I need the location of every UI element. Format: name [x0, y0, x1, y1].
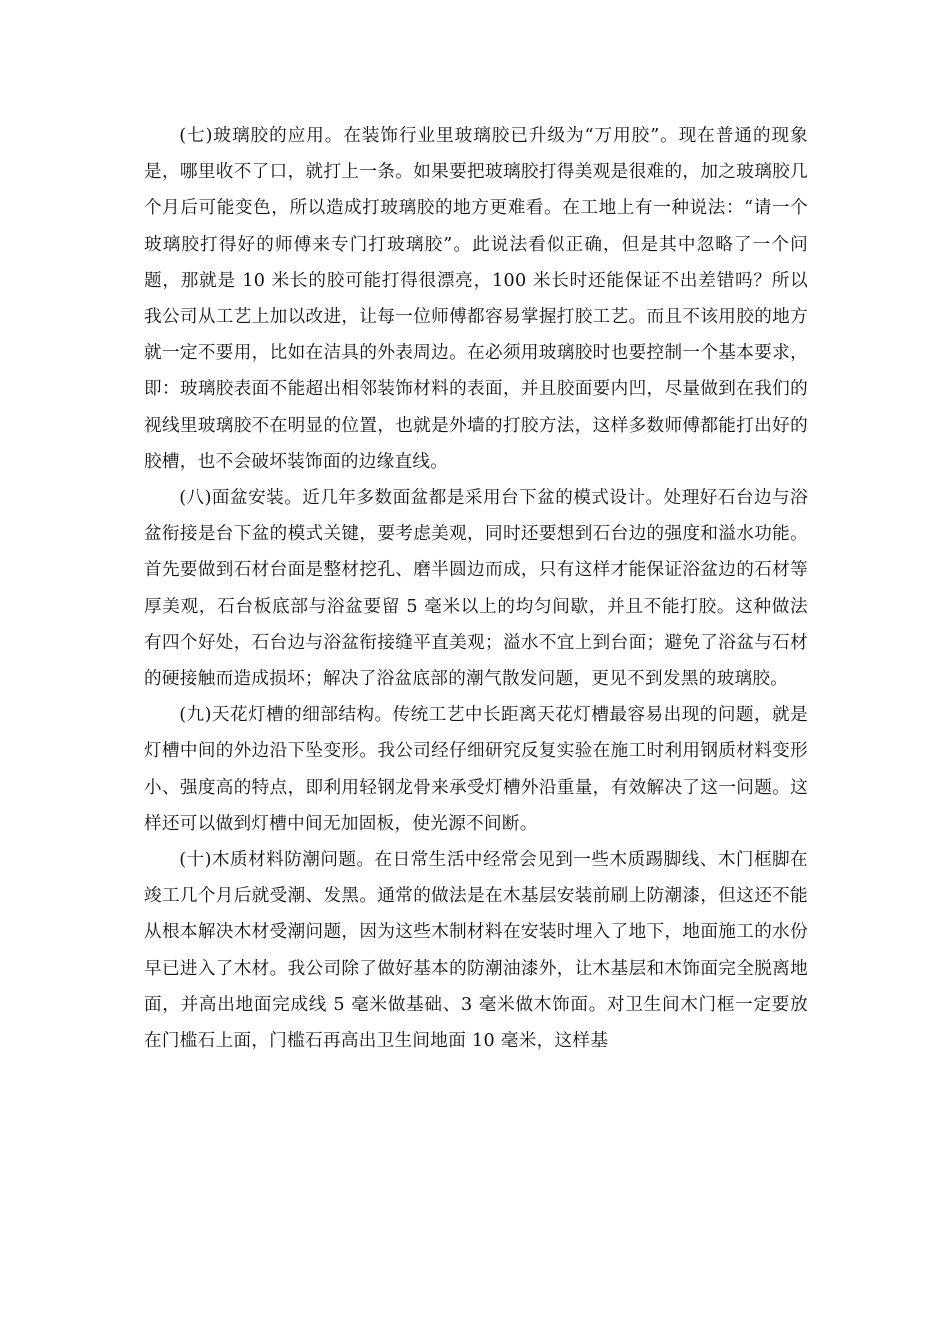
document-body [144, 118, 808, 1059]
paragraph-glass-glue: (七)玻璃胶的应用。在装饰行业里玻璃胶已升级为“万用胶”。现在普通的现象是，哪里收不了口，就打上一条。如果要把玻璃胶打得美观是很难的，加之玻璃胶几个月后可能变色，所以造成打玻璃胶的地方更难看。在工地上有一种说法：“请一个玻璃胶打得好的师傅来专门打玻璃胶”。此说法看似正确，但是其中忽略了一个问题，那就是 10 米长的胶可能打得很漂亮，100 米长时还能保证不出差错吗？所以我公司从工艺上加以改进，让每一位师傅都容易掌握打胶工艺。而且不该用胶的地方就一定不要用，比如在洁具的外表周边。在必须用玻璃胶时也要控制一个基本要求，即：玻璃胶表面不能超出相邻装饰材料的表面，并且胶面要内凹，尽量做到在我们的视线里玻璃胶不在明显的位置，也就是外墙的打胶方法，这样多数师傅都能打出好的胶槽，也不会破坏装饰面的边缘直线。 [144, 126, 808, 472]
paragraph-wood-moisture-proofing: (十)木质材料防潮问题。在日常生活中经常会见到一些木质踢脚线、木门框脚在竣工几个月后就受潮、发黑。通常的做法是在木基层安装前刷上防潮漆，但这还不能从根本解决木材受潮问题，因为这些木制材料在安装时埋入了地下，地面施工的水份早已进入了木材。我公司除了做好基本的防潮油漆外，让木基层和木饰面完全脱离地面，并高出地面完成线 5 毫米做基础、3 毫米做木饰面。对卫生间木门框一定要放在门槛石上面，门槛石再高出卫生间地面 10 毫米，这样基 [144, 850, 808, 1052]
paragraph-basin-installation: (八)面盆安装。近几年多数面盆都是采用台下盆的模式设计。处理好石台边与浴盆衔接是台下盆的模式关键，要考虑美观，同时还要想到石台边的强度和溢水功能。首先要做到石材台面是整材挖孔、磨半圆边而成，只有这样才能保证浴盆边的石材等厚美观，石台板底部与浴盆要留 5 毫米以上的均匀间歇，并且不能打胶。这种做法有四个好处，石台边与浴盆衔接缝平直美观；溢水不宜上到台面；避免了浴盆与石材的硬接触而造成损坏；解决了浴盆底部的潮气散发问题，更见不到发黑的玻璃胶。 [144, 488, 808, 690]
paragraph-ceiling-light-trough: (九)天花灯槽的细部结构。传统工艺中长距离天花灯槽最容易出现的问题，就是灯槽中间的外边沿下坠变形。我公司经仔细研究反复实验在施工时利用钢质材料变形小、强度高的特点，即利用轻钢龙骨来承受灯槽外沿重量，有效解决了这一问题。这样还可以做到灯槽中间无加固板，使光源不间断。 [144, 705, 808, 834]
